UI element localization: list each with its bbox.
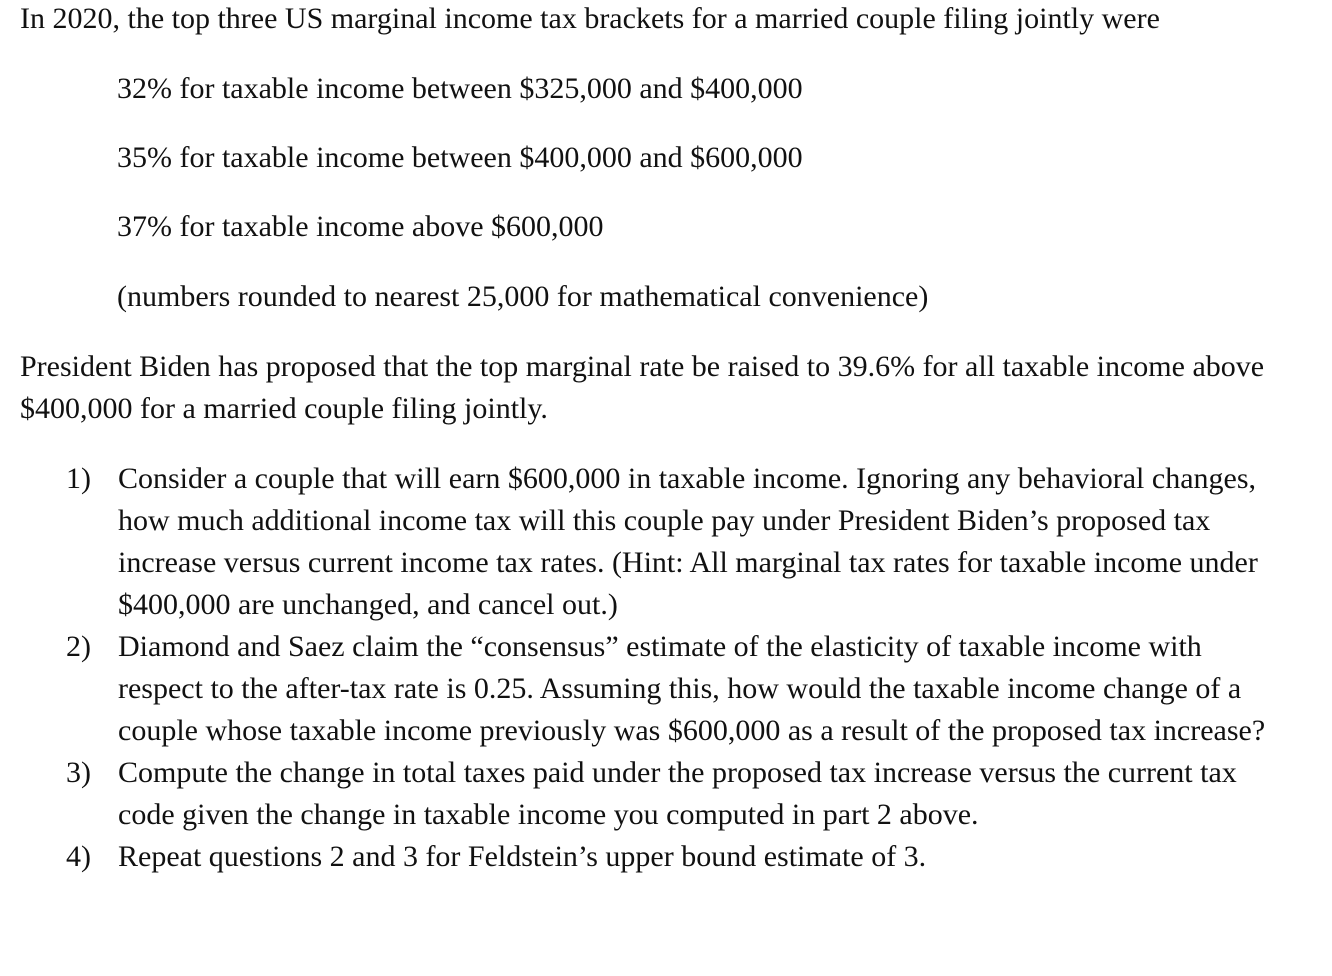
question-number: 4) bbox=[66, 840, 91, 873]
bracket-37-percent: 37% for taxable income above $600,000 bbox=[117, 210, 604, 243]
rounding-note: (numbers rounded to nearest 25,000 for mathematical convenience) bbox=[117, 280, 929, 313]
question-text: Consider a couple that will earn $600,000 in taxable income. Ignoring any behavioral changes, how much additional income tax will this couple pay under President Biden’s proposed tax increase versus current income tax rates. (Hint: All marginal tax rates for taxable income under $400,000 are unchanged, and cancel out.) bbox=[118, 462, 1258, 621]
question-text: Repeat questions 2 and 3 for Feldstein’s upper bound estimate of 3. bbox=[118, 840, 927, 873]
intro-paragraph: In 2020, the top three US marginal income tax brackets for a married couple filing jointly were bbox=[20, 2, 1160, 35]
question-text: Compute the change in total taxes paid under the proposed tax increase versus the current tax code given the change in taxable income you computed in part 2 above. bbox=[118, 756, 1237, 831]
question-text: Diamond and Saez claim the “consensus” estimate of the elasticity of taxable income with respect to the after-tax rate is 0.25. Assuming this, how would the taxable income change of a couple whose taxable income previously was $600,000 as a result of the proposed tax increase? bbox=[118, 630, 1266, 747]
proposal-paragraph: President Biden has proposed that the top marginal rate be raised to 39.6% for all taxable income above $400,000 for a married couple filing jointly. bbox=[20, 350, 1265, 425]
question-2 bbox=[0, 626, 1288, 752]
bracket-35-percent: 35% for taxable income between $400,000 and $600,000 bbox=[117, 141, 803, 174]
question-list bbox=[0, 458, 1332, 878]
question-number: 1) bbox=[66, 462, 91, 495]
bracket-32-percent: 32% for taxable income between $325,000 and $400,000 bbox=[117, 72, 803, 105]
question-number: 2) bbox=[66, 630, 91, 663]
question-number: 3) bbox=[66, 756, 91, 789]
question-1 bbox=[0, 458, 1288, 626]
question-3 bbox=[0, 752, 1288, 836]
question-4 bbox=[0, 836, 1288, 878]
